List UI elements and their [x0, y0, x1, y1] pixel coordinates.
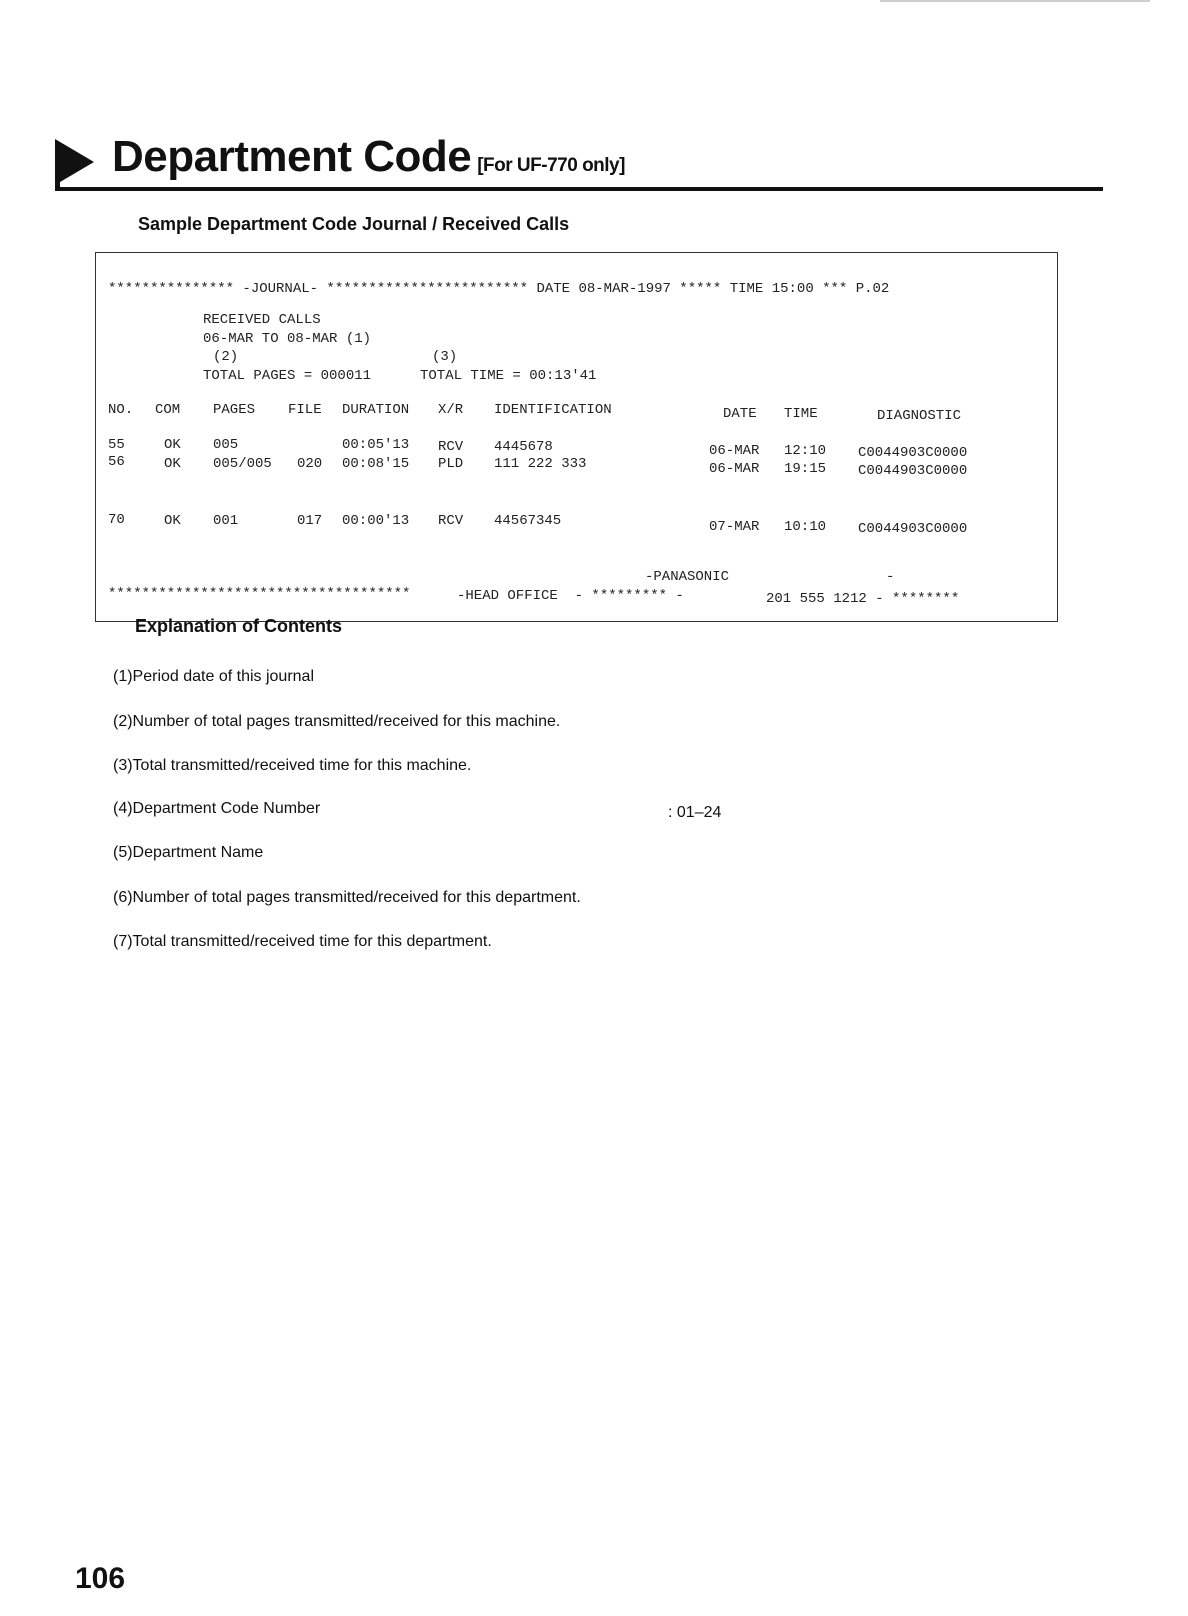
row-1-duration: 00:05'13 [342, 437, 410, 453]
scan-artifact [880, 0, 1150, 2]
row-3-time: 10:10 [784, 519, 827, 535]
row-3-no: 70 [108, 512, 125, 528]
journal-received-calls: RECEIVED CALLS [203, 312, 321, 328]
row-3-identification: 44567345 [494, 513, 562, 529]
explanation-item-6: (6)Number of total pages transmitted/received for this department. [113, 889, 581, 906]
journal-total-time: TOTAL TIME = 00:13'41 [420, 368, 597, 384]
col-header-duration: DURATION [342, 402, 410, 418]
page-title-text: Department Code [112, 132, 472, 181]
row-2-file: 020 [297, 456, 323, 472]
col-header-date: DATE [723, 406, 757, 422]
journal-footer-dash: - [886, 569, 895, 585]
row-3-file: 017 [297, 513, 323, 529]
header-rule [55, 187, 1103, 191]
row-1-diagnostic: C0044903C0000 [858, 445, 968, 461]
page-number: 106 [75, 1562, 126, 1595]
row-2-identification: 111 222 333 [494, 456, 587, 472]
row-2-xr: PLD [438, 456, 464, 472]
col-header-xr: X/R [438, 402, 464, 418]
explanation-item-4: (4)Department Code Number [113, 800, 321, 817]
row-3-diagnostic: C0044903C0000 [858, 521, 968, 537]
row-3-date: 07-MAR [709, 519, 760, 535]
row-1-no: 55 [108, 437, 125, 453]
journal-footer-company: -PANASONIC [645, 569, 730, 585]
col-header-no: NO. [108, 402, 134, 418]
col-header-time: TIME [784, 406, 818, 422]
row-2-no: 56 [108, 454, 125, 470]
explanation-item-1: (1)Period date of this journal [113, 668, 314, 685]
explanation-item-2: (2)Number of total pages transmitted/received for this machine. [113, 713, 561, 730]
explanation-item-3: (3)Total transmitted/received time for this machine. [113, 757, 472, 774]
row-2-com: OK [164, 456, 181, 472]
row-2-duration: 00:08'15 [342, 456, 410, 472]
row-2-diagnostic: C0044903C0000 [858, 463, 968, 479]
journal-footer-phone: 201 555 1212 - ******** [766, 591, 960, 607]
journal-footer-stars: ************************************ [108, 586, 411, 602]
col-header-identification: IDENTIFICATION [494, 402, 612, 418]
row-2-date: 06-MAR [709, 461, 760, 477]
sample-heading: Sample Department Code Journal / Received Calls [138, 214, 570, 234]
row-1-pages: 005 [213, 437, 239, 453]
row-1-date: 06-MAR [709, 443, 760, 459]
row-3-pages: 001 [213, 513, 239, 529]
page-title [112, 132, 625, 182]
row-1-time: 12:10 [784, 443, 827, 459]
row-2-pages: 005/005 [213, 456, 272, 472]
journal-box [95, 252, 1058, 622]
explanation-heading: Explanation of Contents [135, 616, 342, 636]
explanation-item-7: (7)Total transmitted/received time for this department. [113, 933, 492, 950]
page-title-subtitle: [For UF-770 only] [477, 155, 625, 176]
row-3-duration: 00:00'13 [342, 513, 410, 529]
row-1-com: OK [164, 437, 181, 453]
journal-marker-3: (3) [432, 349, 458, 365]
col-header-com: COM [155, 402, 181, 418]
journal-marker-2: (2) [213, 349, 239, 365]
row-2-time: 19:15 [784, 461, 827, 477]
explanation-item-4-value: : 01–24 [668, 804, 722, 821]
header-rule-left [55, 160, 60, 190]
journal-top-line: *************** -JOURNAL- ************************ DATE 08-MAR-1997 ***** TIME 15:00 *** P.02 [108, 281, 890, 297]
row-3-xr: RCV [438, 513, 464, 529]
col-header-pages: PAGES [213, 402, 256, 418]
col-header-diagnostic: DIAGNOSTIC [877, 408, 962, 424]
row-3-com: OK [164, 513, 181, 529]
journal-footer-office: -HEAD OFFICE - ********* - [457, 588, 684, 604]
journal-period: 06-MAR TO 08-MAR (1) [203, 331, 372, 347]
journal-total-pages: TOTAL PAGES = 000011 [203, 368, 372, 384]
section-arrow-icon [55, 139, 94, 185]
row-1-identification: 4445678 [494, 439, 553, 455]
col-header-file: FILE [288, 402, 322, 418]
explanation-item-5: (5)Department Name [113, 844, 264, 861]
row-1-xr: RCV [438, 439, 464, 455]
